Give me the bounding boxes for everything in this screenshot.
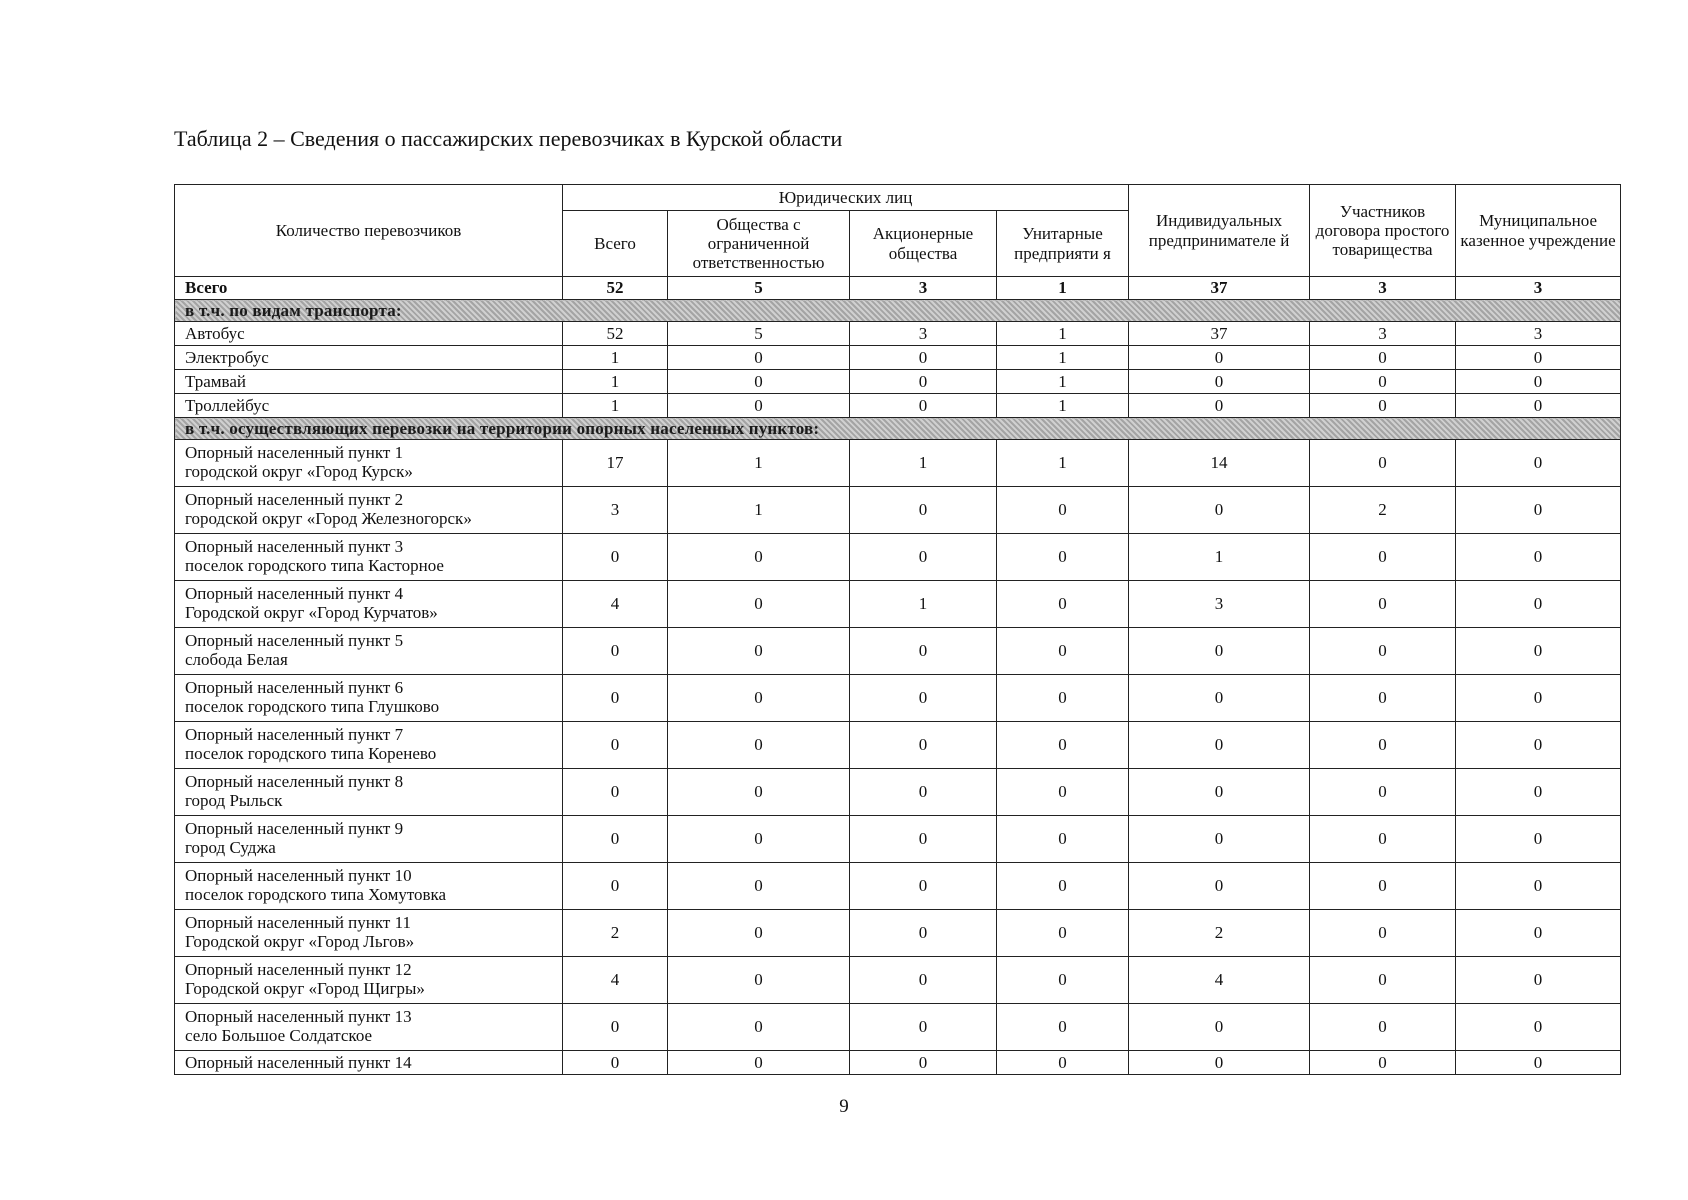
cell-value: 0 xyxy=(850,534,997,581)
cell-value: 1 xyxy=(563,346,668,370)
cell-value: 0 xyxy=(1456,1004,1621,1051)
cell-value: 0 xyxy=(668,370,850,394)
row-label xyxy=(175,487,563,534)
cell-value: 5 xyxy=(668,277,850,300)
cell-value: 0 xyxy=(1129,346,1310,370)
row-label xyxy=(175,440,563,487)
table-row xyxy=(175,910,1621,957)
cell-value: 3 xyxy=(1310,277,1456,300)
point-label: Опорный населенный пункт 11 xyxy=(185,913,411,933)
cell-value: 37 xyxy=(1129,277,1310,300)
cell-value: 0 xyxy=(1129,487,1310,534)
row-label xyxy=(175,346,563,370)
cell-value: 0 xyxy=(850,957,997,1004)
cell-value: 17 xyxy=(563,440,668,487)
cell-value: 0 xyxy=(1310,863,1456,910)
table-row xyxy=(175,675,1621,722)
cell-value: 0 xyxy=(997,487,1129,534)
cell-value: 52 xyxy=(563,322,668,346)
cell-value: 0 xyxy=(563,816,668,863)
cell-value: 0 xyxy=(997,581,1129,628)
cell-value: 0 xyxy=(1456,675,1621,722)
point-locality: город Рыльск xyxy=(185,791,283,810)
header-jsc: Акционерные общества xyxy=(850,211,997,277)
cell-value: 1 xyxy=(997,346,1129,370)
section-row-transport xyxy=(175,300,1621,322)
cell-value: 2 xyxy=(563,910,668,957)
transport-type-label: Автобус xyxy=(185,323,245,343)
point-label: Опорный населенный пункт 7 xyxy=(185,725,404,745)
cell-value: 2 xyxy=(1310,487,1456,534)
cell-value: 0 xyxy=(1129,722,1310,769)
cell-value: 0 xyxy=(850,394,997,418)
row-label xyxy=(175,1004,563,1051)
cell-value: 0 xyxy=(1456,581,1621,628)
table-caption: Таблица 2 – Сведения о пассажирских перевозчиках в Курской области xyxy=(174,126,843,151)
point-label: Опорный населенный пункт 2 xyxy=(185,490,404,510)
table-row xyxy=(175,346,1621,370)
cell-value: 0 xyxy=(1310,394,1456,418)
cell-value: 1 xyxy=(997,394,1129,418)
row-label xyxy=(175,722,563,769)
table-row xyxy=(175,863,1621,910)
point-label: Опорный населенный пункт 13 xyxy=(185,1007,412,1027)
cell-value: 0 xyxy=(668,581,850,628)
cell-value: 0 xyxy=(1129,816,1310,863)
cell-value: 1 xyxy=(1129,534,1310,581)
cell-value: 0 xyxy=(1310,628,1456,675)
table-row xyxy=(175,370,1621,394)
point-label: Опорный населенный пункт 1 xyxy=(185,443,404,463)
table-row xyxy=(175,487,1621,534)
cell-value: 0 xyxy=(1456,1051,1621,1075)
cell-value: 0 xyxy=(563,863,668,910)
cell-value: 2 xyxy=(1129,910,1310,957)
cell-value: 0 xyxy=(563,534,668,581)
transport-type-label: Трамвай xyxy=(185,371,246,391)
cell-value: 0 xyxy=(850,1004,997,1051)
cell-value: 0 xyxy=(668,675,850,722)
cell-value: 0 xyxy=(1310,769,1456,816)
cell-value: 3 xyxy=(1456,277,1621,300)
transport-type-label: Троллейбус xyxy=(185,395,270,415)
cell-value: 0 xyxy=(997,1051,1129,1075)
cell-value: 0 xyxy=(997,957,1129,1004)
row-label xyxy=(175,394,563,418)
table-row xyxy=(175,534,1621,581)
cell-value: 37 xyxy=(1129,322,1310,346)
table-row xyxy=(175,816,1621,863)
cell-value: 0 xyxy=(668,1004,850,1051)
cell-value: 0 xyxy=(850,816,997,863)
cell-value: 0 xyxy=(668,957,850,1004)
header-llc: Общества с ограниченной ответственностью xyxy=(668,211,850,277)
cell-value: 0 xyxy=(1310,581,1456,628)
header-legal-entities: Юридических лиц xyxy=(563,185,1129,211)
row-label xyxy=(175,581,563,628)
carriers-table xyxy=(174,184,1621,1075)
cell-value: 0 xyxy=(668,863,850,910)
cell-value: 0 xyxy=(668,910,850,957)
row-label xyxy=(175,910,563,957)
cell-value: 0 xyxy=(1310,957,1456,1004)
cell-value: 0 xyxy=(850,628,997,675)
cell-value: 3 xyxy=(1129,581,1310,628)
row-label xyxy=(175,816,563,863)
table-row xyxy=(175,722,1621,769)
cell-value: 0 xyxy=(668,628,850,675)
point-locality: поселок городского типа Касторное xyxy=(185,556,444,575)
point-label: Опорный населенный пункт 14 xyxy=(185,1052,412,1072)
cell-value: 5 xyxy=(668,322,850,346)
row-label xyxy=(175,957,563,1004)
cell-value: 0 xyxy=(668,346,850,370)
cell-value: 52 xyxy=(563,277,668,300)
table-row xyxy=(175,1051,1621,1075)
cell-value: 0 xyxy=(997,675,1129,722)
point-locality: Городской округ «Город Щигры» xyxy=(185,979,425,998)
cell-value: 3 xyxy=(850,322,997,346)
cell-value: 4 xyxy=(563,581,668,628)
cell-value: 0 xyxy=(668,394,850,418)
point-locality: городской округ «Город Железногорск» xyxy=(185,509,472,528)
table-row xyxy=(175,322,1621,346)
cell-value: 0 xyxy=(1456,722,1621,769)
cell-value: 0 xyxy=(1456,487,1621,534)
cell-value: 0 xyxy=(1456,628,1621,675)
cell-value: 0 xyxy=(1129,675,1310,722)
cell-value: 0 xyxy=(997,769,1129,816)
table-row xyxy=(175,440,1621,487)
point-label: Опорный населенный пункт 9 xyxy=(185,819,404,839)
table-row xyxy=(175,957,1621,1004)
table-row xyxy=(175,581,1621,628)
cell-value: 0 xyxy=(1456,394,1621,418)
cell-value: 0 xyxy=(1310,722,1456,769)
cell-value: 0 xyxy=(1129,370,1310,394)
cell-value: 0 xyxy=(1310,534,1456,581)
table-row xyxy=(175,628,1621,675)
cell-value: 3 xyxy=(1310,322,1456,346)
point-locality: слобода Белая xyxy=(185,650,288,669)
cell-value: 14 xyxy=(1129,440,1310,487)
cell-value: 0 xyxy=(1310,346,1456,370)
header-individual-entrepreneurs: Индивидуальных предпринимателе й xyxy=(1129,185,1310,277)
point-locality: село Большое Солдатское xyxy=(185,1026,373,1045)
cell-value: 0 xyxy=(850,722,997,769)
section-row-points xyxy=(175,418,1621,440)
cell-value: 0 xyxy=(668,534,850,581)
cell-value: 3 xyxy=(563,487,668,534)
table-row xyxy=(175,769,1621,816)
page-number: 9 xyxy=(839,1096,849,1117)
cell-value: 0 xyxy=(1129,1004,1310,1051)
cell-value: 0 xyxy=(850,675,997,722)
row-label xyxy=(175,769,563,816)
row-label xyxy=(175,1051,563,1075)
cell-value: 0 xyxy=(850,910,997,957)
cell-value: 0 xyxy=(1129,863,1310,910)
cell-value: 0 xyxy=(1310,370,1456,394)
table-row xyxy=(175,394,1621,418)
cell-value: 0 xyxy=(563,1004,668,1051)
cell-value: 4 xyxy=(1129,957,1310,1004)
cell-value: 0 xyxy=(1456,769,1621,816)
cell-value: 0 xyxy=(850,863,997,910)
cell-value: 0 xyxy=(997,910,1129,957)
cell-value: 0 xyxy=(1310,675,1456,722)
point-label: Опорный населенный пункт 3 xyxy=(185,537,404,557)
point-label: Опорный населенный пункт 8 xyxy=(185,772,404,792)
row-label: Всего xyxy=(175,277,563,300)
cell-value: 1 xyxy=(563,394,668,418)
cell-value: 1 xyxy=(997,322,1129,346)
cell-value: 4 xyxy=(563,957,668,1004)
cell-value: 0 xyxy=(1310,816,1456,863)
table-row xyxy=(175,1004,1621,1051)
cell-value: 0 xyxy=(1456,863,1621,910)
cell-value: 3 xyxy=(850,277,997,300)
cell-value: 1 xyxy=(997,440,1129,487)
cell-value: 0 xyxy=(563,628,668,675)
cell-value: 0 xyxy=(850,346,997,370)
cell-value: 0 xyxy=(563,769,668,816)
header-partnership-participants: Участников договора простого товарищества xyxy=(1310,185,1456,277)
cell-value: 1 xyxy=(563,370,668,394)
point-locality: поселок городского типа Хомутовка xyxy=(185,885,447,904)
row-label xyxy=(175,628,563,675)
point-locality: городской округ «Город Курск» xyxy=(185,462,413,481)
row-label xyxy=(175,534,563,581)
cell-value: 1 xyxy=(668,487,850,534)
cell-value: 0 xyxy=(1129,769,1310,816)
cell-value: 0 xyxy=(850,1051,997,1075)
point-locality: Городской округ «Город Курчатов» xyxy=(185,603,438,622)
point-locality: поселок городского типа Глушково xyxy=(185,697,440,716)
cell-value: 0 xyxy=(997,863,1129,910)
cell-value: 0 xyxy=(1456,816,1621,863)
cell-value: 0 xyxy=(997,722,1129,769)
table-body xyxy=(175,277,1621,1075)
point-label: Опорный населенный пункт 10 xyxy=(185,866,412,886)
cell-value: 0 xyxy=(850,487,997,534)
cell-value: 1 xyxy=(850,440,997,487)
row-label xyxy=(175,675,563,722)
cell-value: 0 xyxy=(1456,534,1621,581)
point-label: Опорный населенный пункт 5 xyxy=(185,631,404,651)
header-municipal-institution: Муниципальное казенное учреждение xyxy=(1456,185,1621,277)
row-label xyxy=(175,863,563,910)
cell-value: 3 xyxy=(1456,322,1621,346)
cell-value: 0 xyxy=(1129,628,1310,675)
row-label xyxy=(175,322,563,346)
cell-value: 1 xyxy=(668,440,850,487)
cell-value: 0 xyxy=(1456,957,1621,1004)
cell-value: 0 xyxy=(1456,440,1621,487)
section-label: в т.ч. осуществляющих перевозки на территории опорных населенных пунктов: xyxy=(175,418,1621,440)
point-locality: Городской округ «Город Льгов» xyxy=(185,932,415,951)
cell-value: 0 xyxy=(1310,910,1456,957)
point-locality: город Суджа xyxy=(185,838,276,857)
total-row xyxy=(175,277,1621,300)
cell-value: 0 xyxy=(668,722,850,769)
cell-value: 0 xyxy=(1129,394,1310,418)
point-label: Опорный населенный пункт 6 xyxy=(185,678,404,698)
point-label: Опорный населенный пункт 4 xyxy=(185,584,404,604)
transport-type-label: Электробус xyxy=(185,347,269,367)
cell-value: 0 xyxy=(668,1051,850,1075)
cell-value: 0 xyxy=(1456,346,1621,370)
cell-value: 0 xyxy=(563,1051,668,1075)
header-unitary: Унитарные предприяти я xyxy=(997,211,1129,277)
cell-value: 0 xyxy=(668,769,850,816)
cell-value: 0 xyxy=(563,722,668,769)
cell-value: 0 xyxy=(997,534,1129,581)
row-label xyxy=(175,370,563,394)
cell-value: 0 xyxy=(1456,910,1621,957)
cell-value: 0 xyxy=(997,628,1129,675)
section-label: в т.ч. по видам транспорта: xyxy=(175,300,1621,322)
cell-value: 0 xyxy=(1456,370,1621,394)
cell-value: 0 xyxy=(997,816,1129,863)
cell-value: 0 xyxy=(850,769,997,816)
cell-value: 0 xyxy=(1310,440,1456,487)
cell-value: 0 xyxy=(997,1004,1129,1051)
point-label: Опорный населенный пункт 12 xyxy=(185,960,412,980)
header-total: Всего xyxy=(563,211,668,277)
cell-value: 0 xyxy=(1310,1004,1456,1051)
header-count: Количество перевозчиков xyxy=(175,185,563,277)
cell-value: 0 xyxy=(563,675,668,722)
cell-value: 0 xyxy=(850,370,997,394)
cell-value: 0 xyxy=(1310,1051,1456,1075)
point-locality: поселок городского типа Коренево xyxy=(185,744,437,763)
cell-value: 1 xyxy=(997,370,1129,394)
cell-value: 0 xyxy=(668,816,850,863)
cell-value: 1 xyxy=(997,277,1129,300)
cell-value: 0 xyxy=(1129,1051,1310,1075)
cell-value: 1 xyxy=(850,581,997,628)
